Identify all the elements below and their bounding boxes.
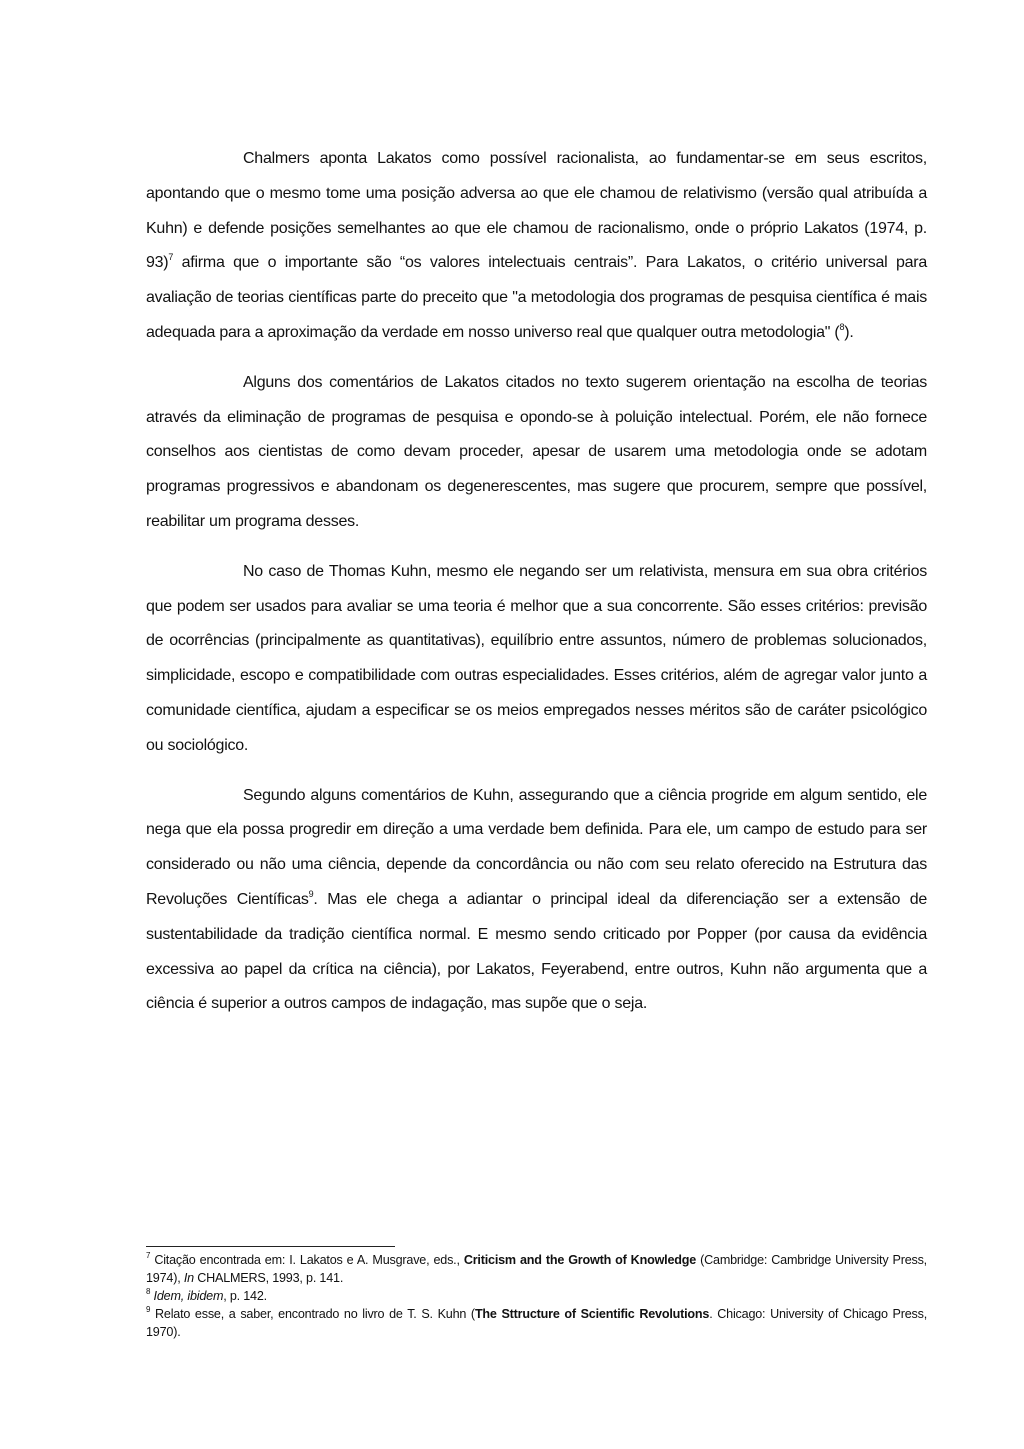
- footnote-number: 7: [146, 1251, 151, 1260]
- footnote-text: , p. 142.: [223, 1289, 267, 1303]
- paragraph-kuhn-comentarios: [146, 779, 927, 1023]
- footnote-book-title: Criticism and the Growth of Knowledge: [463, 1253, 697, 1267]
- footnote-number: 8: [146, 1287, 151, 1296]
- footnote-number: 9: [146, 1305, 151, 1314]
- paragraph-text: . Mas ele chega a adiantar o principal ideal da diferenciação ser a extensão de sustentabilidade da tradição científica normal. E mesmo sendo criticado por Popper (por causa da evidência excessiva ao papel da crítica na ciência), por Lakatos, Feyerabend, entre outros, Kuhn não argumenta que a ciência é superior a outros campos de indagação, mas supõe que o seja.: [146, 890, 928, 1013]
- paragraph-text: Segundo alguns comentários de Kuhn, assegurando que a ciência progride em algum sentido, ele nega que ela possa progredir em direção a uma verdade bem definida. Para ele, um campo de estudo para ser considerado ou não uma ciência, depende da concordância ou não com seu relato oferecido na Estrutura das Revoluções Científicas: [146, 786, 927, 908]
- footnote-9: [146, 1305, 927, 1341]
- footnote-separator: [146, 1246, 395, 1247]
- footnote-book-title: The Sttructure of Scientific Revolutions: [474, 1307, 710, 1321]
- body-text: [146, 142, 927, 1037]
- footnote-7: [146, 1251, 927, 1287]
- paragraph-kuhn-criterios: No caso de Thomas Kuhn, mesmo ele negando ser um relativista, mensura em sua obra critérios que podem ser usados para avaliar se uma teoria é melhor que a sua concorrente. São esses critérios: previsão de ocorrências (principalmente as quantitativas), equilíbrio entre assuntos, número de problemas solucionados, simplicidade, escopo e compatibilidade com outras especialidades. Esses critérios, além de agregar valor junto a comunidade científica, ajudam a especificar se os meios empregados nesses méritos são de caráter psicológico ou sociológico.: [146, 562, 927, 754]
- footnote-8: [146, 1287, 927, 1305]
- paragraph-lakatos-comentarios: Alguns dos comentários de Lakatos citados no texto sugerem orientação na escolha de teorias através da eliminação de programas de pesquisa e opondo-se à poluição intelectual. Porém, ele não fornece conselhos aos cientistas de como devam proceder, apesar de usarem uma metodologia onde se adotam programas progressivos e abandonam os degenerescentes, mas sugere que procurem, sempre que possível, reabilitar um programa desses.: [146, 373, 927, 530]
- footnote-text: CHALMERS, 1993, p. 141.: [193, 1271, 344, 1285]
- footnote-text: . Chicago: University of Chicago Press, 1970).: [146, 1307, 927, 1339]
- footnote-ref-7[interactable]: 7: [168, 252, 174, 263]
- footnote-italic: In: [183, 1271, 194, 1285]
- footnote-italic: Idem, ibidem: [150, 1289, 224, 1303]
- footnote-ref-9[interactable]: 9: [308, 888, 314, 899]
- footnote-text: Citação encontrada em: I. Lakatos e A. Musgrave, eds.,: [150, 1253, 464, 1267]
- paragraph-text: ).: [844, 323, 854, 341]
- footnote-text: Relato esse, a saber, encontrado no livro de T. S. Kuhn (: [150, 1307, 475, 1321]
- footnote-ref-8[interactable]: 8: [839, 321, 845, 332]
- footnote-text: (Cambridge: Cambridge University Press, 1974),: [146, 1253, 927, 1285]
- paragraph-text: Chalmers aponta Lakatos como possível racionalista, ao fundamentar-se em seus escritos, apontando que o mesmo tome uma posição adversa ao que ele chamou de relativismo (versão qual atribuída a Kuhn) e defende posições semelhantes ao que ele chamou de racionalismo, onde o próprio Lakatos (1974, p. 93): [146, 150, 927, 272]
- footnotes: [146, 1251, 927, 1341]
- paragraph-text: afirma que o importante são “os valores intelectuais centrais”. Para Lakatos, o critério universal para avaliação de teorias científicas parte do preceito que "a metodologia dos programas de pesquisa científica é mais adequada para a aproximação da verdade em nosso universo real que qualquer outra metodologia" (: [146, 254, 927, 341]
- paragraph-lakatos-racionalista: [146, 142, 927, 351]
